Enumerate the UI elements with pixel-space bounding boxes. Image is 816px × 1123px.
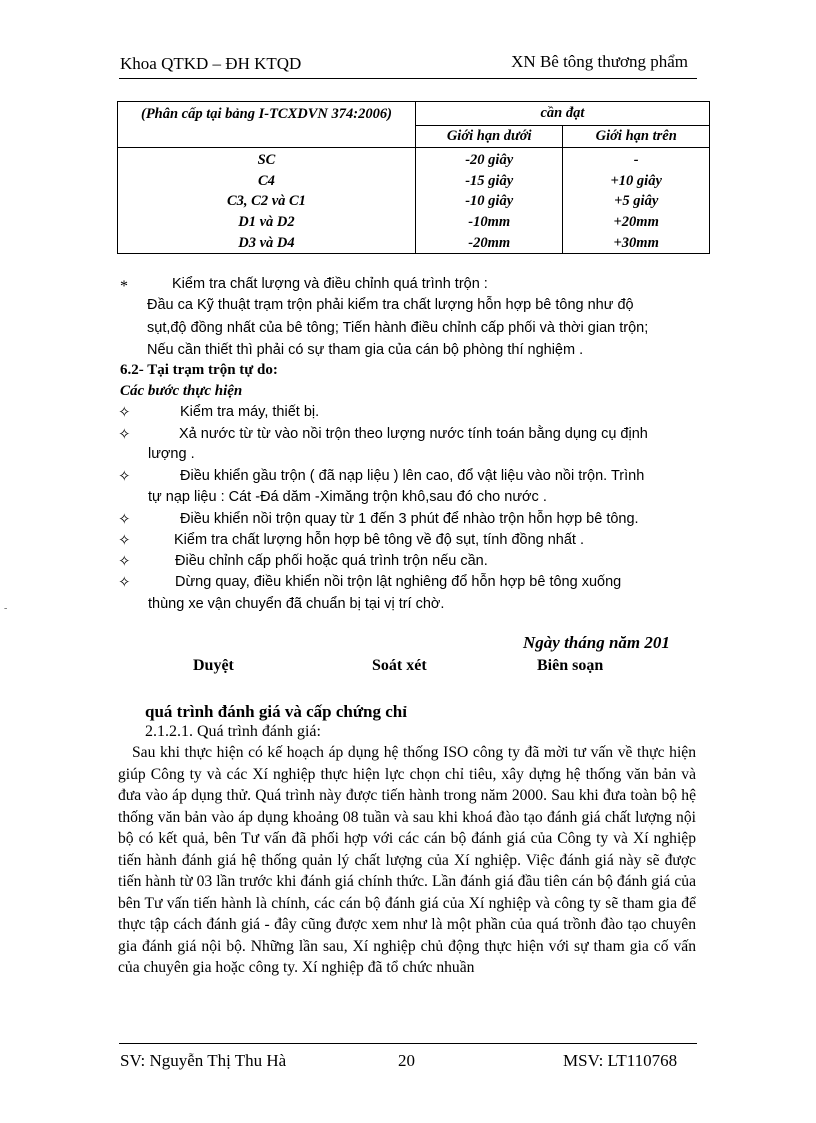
table-cell-class: SC	[257, 152, 276, 168]
table-cell-lower: -15 giây	[465, 172, 514, 189]
list-item: Điều khiển nồi trộn quay từ 1 đến 3 phút để nhào trộn hỗn hợp bê tông.	[180, 511, 639, 527]
footer-divider	[119, 1043, 697, 1044]
check-title: Kiểm tra chất lượng và điều chỉnh quá trình trộn :	[172, 276, 488, 292]
list-item: Xả nước từ từ vào nồi trộn theo lượng nước tính toán bằng dụng cụ định	[179, 426, 648, 442]
header-faculty: Khoa QTKD – ĐH KTQD	[120, 54, 302, 73]
margin-mark: -	[4, 603, 8, 614]
check-line: Nếu cần thiết thì phải có sự tham gia của cán bộ phòng thí nghiệm .	[147, 342, 584, 358]
check-line: Đầu ca Kỹ thuật trạm trộn phải kiểm tra chất lượng hỗn hợp bê tông như độ	[147, 297, 634, 313]
signature-review: Soát xét	[372, 657, 427, 674]
table-cell-upper: +30mm	[613, 234, 659, 251]
list-item: Dừng quay, điều khiển nồi trộn lật nghiêng đổ hỗn hợp bê tông xuống	[175, 574, 622, 590]
table-cell-upper: -	[633, 152, 639, 168]
table-cell-upper: +5 giây	[614, 193, 659, 210]
diamond-bullet-icon: ✧	[118, 405, 131, 421]
diamond-bullet-icon: ✧	[118, 427, 131, 443]
check-line: sụt,độ đồng nhất của bê tông; Tiến hành điều chỉnh cấp phối và thời gian trộn;	[147, 320, 649, 336]
table-cell-upper: +20mm	[613, 214, 659, 231]
table-cell-class: C4	[258, 172, 275, 189]
diamond-bullet-icon: ✧	[118, 575, 131, 591]
diamond-bullet-icon: ✧	[118, 554, 131, 570]
table-cell-class: D3 và D4	[238, 234, 295, 251]
list-item-continuation: lượng .	[148, 446, 195, 462]
list-item: Kiểm tra máy, thiết bị.	[180, 404, 320, 420]
table-cell-class: C3, C2 và C1	[226, 193, 306, 210]
diamond-bullet-icon: ✧	[118, 469, 131, 485]
date-line: Ngày tháng năm 201	[523, 633, 670, 652]
list-item-continuation: thùng xe vận chuyển đã chuẩn bị tại vị trí chờ.	[148, 596, 445, 612]
star-bullet: *	[120, 278, 128, 295]
table-cell-class: D1 và D2	[238, 214, 295, 231]
steps-subtitle: Các bước thực hiện	[120, 383, 243, 399]
section-6-2-title: 6.2- Tại trạm trộn tự do:	[120, 362, 278, 378]
table-cell-upper: +10 giây	[610, 172, 662, 189]
body-paragraph: Sau khi thực hiện có kế hoạch áp dụng hệ thống ISO công ty đã mời tư vấn về thực hiện giúp Công ty và các Xí nghiệp thực hiện lực chọn chỉ tiêu, xây dựng hệ thống văn bản và đưa vào áp dụng thử. Quá trình này được tiến hành trong năm 2000. Sau khi đưa toàn bộ hệ thống văn bản vào áp dụng khoảng 08 tuần và sau khi khoá đào tạo đánh giá chất lượng nội bộ có kết quả, bên Tư vấn đã phối hợp với các cán bộ đánh giá của Công ty và Xí nghiệp tiến hành đánh giá hệ thống quản lý chất lượng của Xí nghiệp. Việc đánh giá này sẽ được tiến hành từ 03 lần trước khi đánh giá chính thức. Lần đánh giá đầu tiên cán bộ đánh giá của bên Tư vấn tiến hành là chính, các cán bộ đánh giá của Xí nghiệp và công ty sẽ tham gia để thực tập cách đánh giá - đây cũng được xem như là một phần của quá trồnh đào tạo chuyên gia đánh giá nội bộ. Những lần sau, Xí nghiệp chủ động thực hiện với sự tham gia cố vấn của chuyên gia hoặc công ty. Xí nghiệp đã tổ chức nhuần	[118, 744, 696, 976]
diamond-bullet-icon: ✧	[118, 512, 131, 528]
signature-compose: Biên soạn	[537, 657, 604, 674]
section-heading: quá trình đánh giá và cấp chứng chỉ	[145, 702, 407, 721]
header-divider	[119, 78, 697, 79]
subsection-heading: 2.1.2.1. Quá trình đánh giá:	[145, 723, 321, 740]
diamond-bullet-icon: ✧	[118, 533, 131, 549]
list-item: Điều khiển gầu trộn ( đã nạp liệu ) lên cao, đổ vật liệu vào nồi trộn. Trình	[180, 468, 645, 484]
signature-approve: Duyệt	[193, 657, 234, 674]
table-col-class-header: (Phân cấp tại bảng I-TCXDVN 374:2006)	[118, 102, 416, 148]
table-cell-lower: -10mm	[468, 214, 511, 231]
footer-student-id: MSV: LT110768	[563, 1051, 678, 1070]
header-unit: XN Bê tông thương phẩm	[511, 52, 688, 71]
list-item: Kiểm tra chất lượng hỗn hợp bê tông về độ sụt, tính đồng nhất .	[174, 532, 585, 548]
table-cell-lower: -20 giây	[465, 152, 514, 168]
table-sub-lower: Giới hạn dưới	[415, 126, 563, 148]
list-item: Điều chỉnh cấp phối hoặc quá trình trộn nếu cần.	[175, 553, 488, 569]
table-group-header: cần đạt	[415, 102, 709, 126]
slump-tolerance-table	[117, 101, 710, 254]
table-row	[118, 148, 710, 254]
table-cell-lower: -20mm	[468, 234, 511, 251]
table-sub-upper: Giới hạn trên	[563, 126, 710, 148]
table-cell-lower: -10 giây	[465, 193, 514, 210]
list-item-continuation: tự nạp liệu : Cát -Đá dăm -Ximăng trộn khô,sau đó cho nước .	[148, 489, 547, 505]
footer-student: SV: Nguyễn Thị Thu Hà	[120, 1051, 287, 1070]
page-number: 20	[398, 1051, 415, 1070]
